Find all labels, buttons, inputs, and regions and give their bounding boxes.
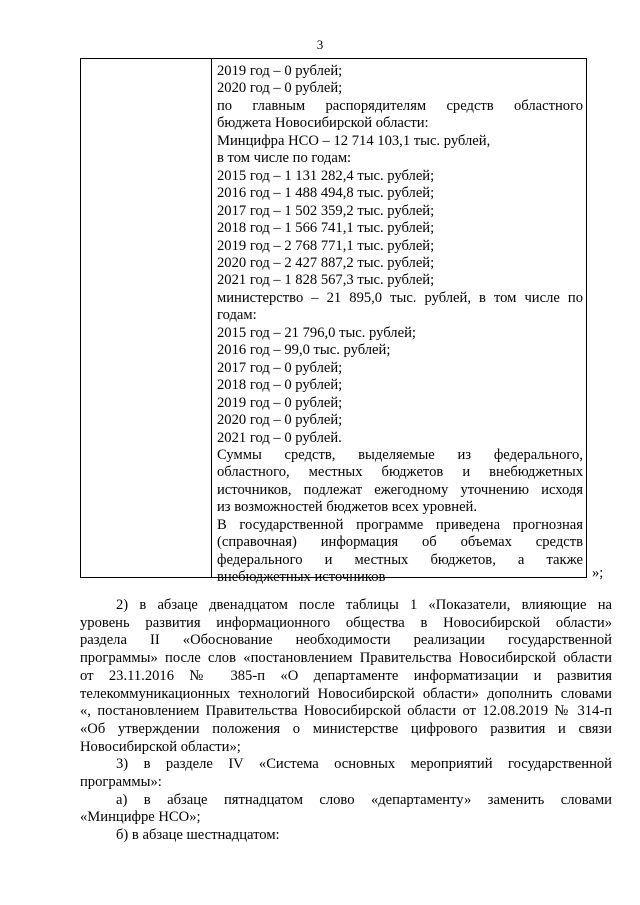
cell-line: 2019 год – 2 768 771,1 тыс. рублей; xyxy=(217,237,435,254)
cell-line: 2018 год – 1 566 741,1 тыс. рублей; xyxy=(217,220,435,237)
paragraph-line: б) в абзаце шестнадцатом: xyxy=(116,827,280,844)
cell-line: 2020 год – 0 рублей; xyxy=(217,80,343,97)
cell-line: Суммы средств, выделяемые из федерального, xyxy=(217,446,583,463)
paragraph-line: программы»: xyxy=(80,774,162,791)
paragraph-line: «Минцифре НСО»; xyxy=(80,809,201,826)
cell-line: в том числе по годам: xyxy=(217,150,352,167)
paragraph-line: «, постановлением Правительства Новосибирской области от 12.08.2019 № 314-п xyxy=(80,703,612,720)
cell-line: 2020 год – 2 427 887,2 тыс. рублей; xyxy=(217,254,435,271)
cell-line: 2021 год – 1 828 567,3 тыс. рублей; xyxy=(217,272,435,289)
cell-line: (справочная) информация об объемах средств xyxy=(217,534,583,551)
cell-line: 2019 год – 0 рублей; xyxy=(217,394,343,411)
paragraph-line: Новосибирской области»; xyxy=(80,738,241,755)
cell-line: 2019 год – 0 рублей; xyxy=(217,63,343,79)
cell-line: областного, местных бюджетов и внебюджетных xyxy=(217,464,583,481)
cell-line: министерство – 21 895,0 тыс. рублей, в том числе по xyxy=(217,289,583,306)
cell-line: В государственной программе приведена прогнозная xyxy=(217,516,583,533)
paragraph-line: 2) в абзаце двенадцатом после таблицы 1 «Показатели, влияющие на xyxy=(116,597,612,613)
cell-line: 2016 год – 99,0 тыс. рублей; xyxy=(217,342,391,359)
cell-line: источников, подлежат ежегодному уточнению исходя xyxy=(217,481,583,498)
table-column-divider xyxy=(211,59,212,577)
cell-line: Минцифра НСО – 12 714 103,1 тыс. рублей, xyxy=(217,132,491,149)
cell-line: годам: xyxy=(217,307,257,324)
paragraph-line: раздела II «Обоснование необходимости реализации государственной xyxy=(80,632,612,649)
cell-line: бюджета Новосибирской области: xyxy=(217,115,429,132)
paragraph-line: 3) в разделе IV «Система основных мероприятий государственной xyxy=(116,756,612,773)
cell-line: 2015 год – 1 131 282,4 тыс. рублей; xyxy=(217,167,435,184)
program-table xyxy=(80,58,587,586)
cell-line: внебюджетных источников xyxy=(217,569,386,586)
table-closing-quote: »; xyxy=(592,565,604,581)
cell-line: 2015 год – 21 796,0 тыс. рублей; xyxy=(217,324,416,341)
cell-line: 2018 год – 0 рублей; xyxy=(217,377,343,394)
cell-line: 2020 год – 0 рублей; xyxy=(217,412,343,429)
cell-line: 2017 год – 1 502 359,2 тыс. рублей; xyxy=(217,202,435,219)
paragraph-line: от 23.11.2016 № 385-п «О департаменте информатизации и развития xyxy=(80,667,612,684)
paragraph-line: программы» после слов «постановлением Правительства Новосибирской области xyxy=(80,650,612,667)
funding-cell xyxy=(217,63,583,587)
cell-line: из возможностей бюджетов всех уровней. xyxy=(217,499,478,516)
paragraph-line: «Об утверждении положения о министерстве цифрового развития и связи xyxy=(80,720,612,737)
paragraph-line: телекоммуникационных технологий Новосибирской области» дополнить словами xyxy=(80,685,612,702)
cell-line: 2016 год – 1 488 494,8 тыс. рублей; xyxy=(217,185,435,202)
cell-line: федерального и местных бюджетов, а также xyxy=(217,551,583,568)
paragraph-line: уровень развития информационного общества в Новосибирской области» xyxy=(80,614,612,631)
paragraph-line: а) в абзаце пятнадцатом слово «департаменту» заменить словами xyxy=(116,791,612,808)
cell-line: 2017 год – 0 рублей; xyxy=(217,359,343,376)
cell-line: по главным распорядителям средств областного xyxy=(217,97,583,114)
page-number: 3 xyxy=(316,37,324,52)
cell-line: 2021 год – 0 рублей. xyxy=(217,429,342,446)
amendment-text xyxy=(80,597,612,845)
